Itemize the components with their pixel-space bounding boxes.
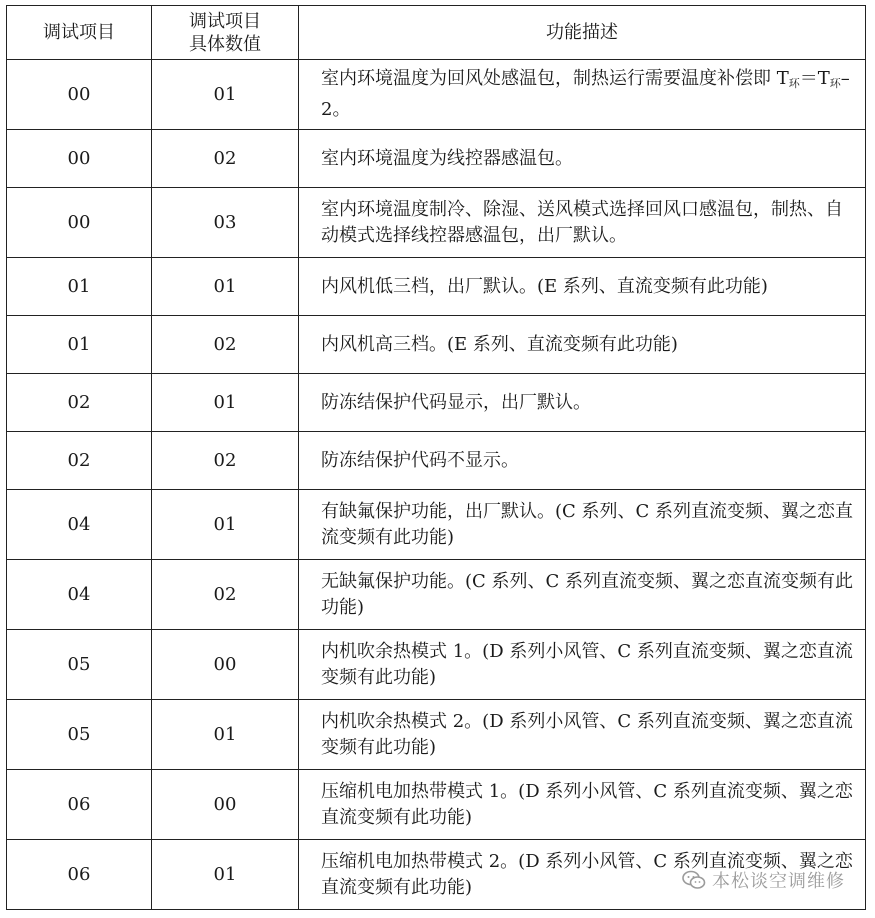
cell-value: 01: [152, 374, 299, 432]
cell-value: 02: [152, 316, 299, 374]
cell-value: 01: [152, 258, 299, 316]
cell-item: 00: [7, 188, 152, 258]
cell-description: 防冻结保护代码显示，出厂默认。: [299, 374, 866, 432]
cell-value: 02: [152, 560, 299, 630]
cell-description: 无缺氟保护功能。(C 系列、C 系列直流变频、翼之恋直流变频有此功能): [299, 560, 866, 630]
table-header: [7, 6, 866, 60]
table-row: [7, 770, 866, 840]
wechat-icon: [682, 869, 706, 891]
cell-value: 02: [152, 432, 299, 490]
cell-item: 01: [7, 258, 152, 316]
cell-description: 有缺氟保护功能，出厂默认。(C 系列、C 系列直流变频、翼之恋直流变频有此功能): [299, 490, 866, 560]
cell-item: 00: [7, 60, 152, 130]
table-row: [7, 630, 866, 700]
desc-text: 室内环境温度为回风处感温包，制热运行需要温度补偿即 T: [321, 68, 789, 89]
cell-value: 01: [152, 60, 299, 130]
cell-item: 01: [7, 316, 152, 374]
table-row: [7, 130, 866, 188]
cell-value: 02: [152, 130, 299, 188]
desc-subscript: 环: [788, 77, 800, 90]
cell-description: 室内环境温度制冷、除湿、送风模式选择回风口感温包，制热、自动模式选择线控器感温包，出厂默认。: [299, 188, 866, 258]
cell-value: 01: [152, 840, 299, 910]
cell-item: 02: [7, 374, 152, 432]
header-value: [152, 6, 299, 60]
desc-text: ＝T: [799, 68, 830, 89]
cell-description: [299, 60, 866, 130]
cell-item: 06: [7, 840, 152, 910]
header-description: 功能描述: [299, 6, 866, 60]
debug-settings-table: [6, 5, 866, 910]
cell-item: 04: [7, 490, 152, 560]
cell-description: 室内环境温度为线控器感温包。: [299, 130, 866, 188]
header-row: [7, 6, 866, 60]
cell-description: 内机吹余热模式 2。(D 系列小风管、C 系列直流变频、翼之恋直流变频有此功能): [299, 700, 866, 770]
cell-description: 内风机高三档。(E 系列、直流变频有此功能): [299, 316, 866, 374]
cell-item: 06: [7, 770, 152, 840]
desc-subscript: 环: [829, 77, 841, 90]
cell-description: 内机吹余热模式 1。(D 系列小风管、C 系列直流变频、翼之恋直流变频有此功能): [299, 630, 866, 700]
header-value-line1: 调试项目: [189, 10, 261, 32]
cell-item: 05: [7, 700, 152, 770]
table-body: [7, 60, 866, 910]
table-row: [7, 60, 866, 130]
watermark: [682, 866, 845, 894]
cell-description: 内风机低三档，出厂默认。(E 系列、直流变频有此功能): [299, 258, 866, 316]
table-row: [7, 188, 866, 258]
cell-value: 00: [152, 630, 299, 700]
cell-value: 03: [152, 188, 299, 258]
table-row: [7, 374, 866, 432]
cell-value: 00: [152, 770, 299, 840]
cell-value: 01: [152, 490, 299, 560]
cell-item: 02: [7, 432, 152, 490]
desc-text: –2。: [321, 68, 850, 120]
cell-item: 00: [7, 130, 152, 188]
cell-value: 01: [152, 700, 299, 770]
cell-description: 压缩机电加热带模式 2。(D 系列小风管、C 系列直流变频、翼之恋直流变频有此功能): [299, 840, 866, 910]
table-row: [7, 316, 866, 374]
table-row: [7, 700, 866, 770]
table-row: [7, 432, 866, 490]
cell-item: 04: [7, 560, 152, 630]
header-item: 调试项目: [7, 6, 152, 60]
table-row: [7, 258, 866, 316]
table-row: [7, 560, 866, 630]
header-value-line2: 具体数值: [189, 33, 261, 55]
cell-description: 防冻结保护代码不显示。: [299, 432, 866, 490]
cell-description: 压缩机电加热带模式 1。(D 系列小风管、C 系列直流变频、翼之恋直流变频有此功能): [299, 770, 866, 840]
cell-item: 05: [7, 630, 152, 700]
table-row: [7, 490, 866, 560]
watermark-text: 本松谈空调维修: [712, 871, 845, 892]
